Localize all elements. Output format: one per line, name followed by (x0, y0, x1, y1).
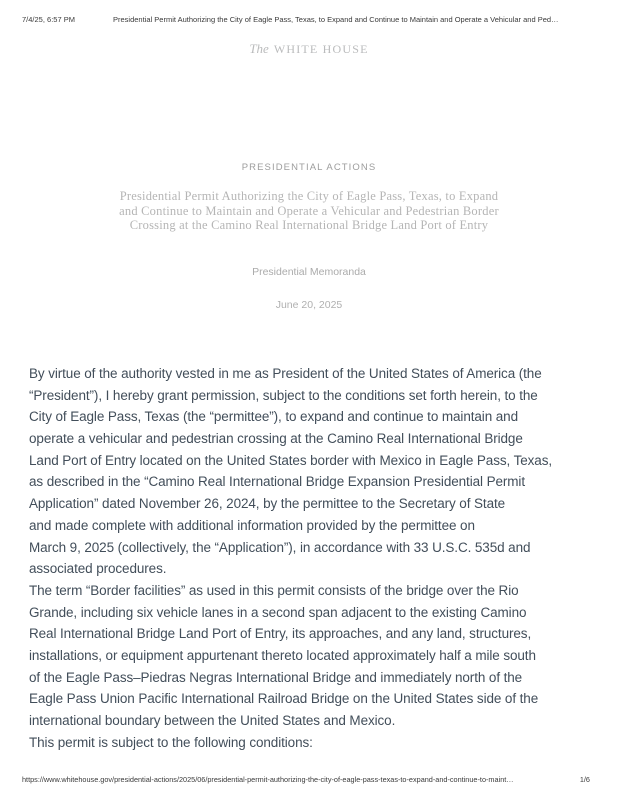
body-line: By virtue of the authority vested in me as President of the United States of America (the (29, 366, 542, 381)
article-title-line: Presidential Permit Authorizing the City of Eagle Pass, Texas, to Expand (119, 189, 499, 203)
print-doc-title: Presidential Permit Authorizing the City of Eagle Pass, Texas, to Expand and Continue to Maintain and Operate a Vehicular and Ped… (113, 15, 559, 24)
body-line: March 9, 2025 (collectively, the “Application”), in accordance with 33 U.S.C. 535d and (29, 539, 531, 555)
print-timestamp: 7/4/25, 6:57 PM (22, 15, 75, 24)
body-line: Real International Bridge Land Port of Entry, its approaches, and any land, structures, (29, 626, 532, 642)
print-footer-url: https://www.whitehouse.gov/presidential-actions/2025/06/presidential-permit-authorizing-the-city-of-eagle-pass-texas-to-expand-and-continue-to-maint… (22, 775, 514, 784)
body-line: The term “Border facilities” as used in this permit consists of the bridge over the Rio (29, 582, 519, 598)
body-line: and made complete with additional information provided by the permittee on (29, 517, 475, 533)
section-label: PRESIDENTIAL ACTIONS (241, 162, 377, 173)
print-page-indicator: 1/6 (579, 775, 590, 784)
article-title-line: Crossing at the Camino Real International Bridge Land Port of Entry (129, 218, 489, 232)
article-title (0, 189, 618, 233)
body-line: This permit is subject to the following conditions: (29, 734, 313, 750)
body-line: “President”), I hereby grant permission, subject to the conditions set forth herein, to the (29, 387, 538, 403)
body-line: of the Eagle Pass–Piedras Negras International Bridge and immediately north of the (29, 669, 523, 685)
body-line: international boundary between the United States and Mexico. (29, 713, 396, 728)
body-line: Application” dated November 26, 2024, by the permittee to the Secretary of State (29, 496, 506, 512)
body-line: associated procedures. (29, 561, 167, 577)
logo-wordmark: WHITE HOUSE (273, 42, 369, 56)
body-line: Eagle Pass Union Pacific International Railroad Bridge on the United States side of the (29, 691, 539, 707)
body-line: installations, or equipment appurtenant thereto located approximately half a mile south (29, 647, 536, 663)
logo-the: The (249, 41, 269, 56)
print-header (22, 13, 596, 25)
article-title-line: and Continue to Maintain and Operate a Vehicular and Pedestrian Border (119, 203, 499, 218)
body-line: Grande, including six vehicle lanes in a second span adjacent to the existing Camino (29, 604, 527, 620)
article-body (29, 363, 552, 753)
body-line: operate a vehicular and pedestrian crossing at the Camino Real International Bridge (29, 431, 523, 447)
article-date: June 20, 2025 (275, 299, 343, 311)
body-line: as described in the “Camino Real International Bridge Expansion Presidential Permit (29, 474, 525, 490)
article-category: Presidential Memoranda (252, 266, 366, 278)
body-line: City of Eagle Pass, Texas (the “permittee”), to expand and continue to maintain and (29, 409, 518, 425)
print-footer (22, 775, 590, 787)
body-line: Land Port of Entry located on the United States border with Mexico in Eagle Pass, Texas, (29, 452, 552, 468)
white-house-logo (0, 40, 618, 58)
